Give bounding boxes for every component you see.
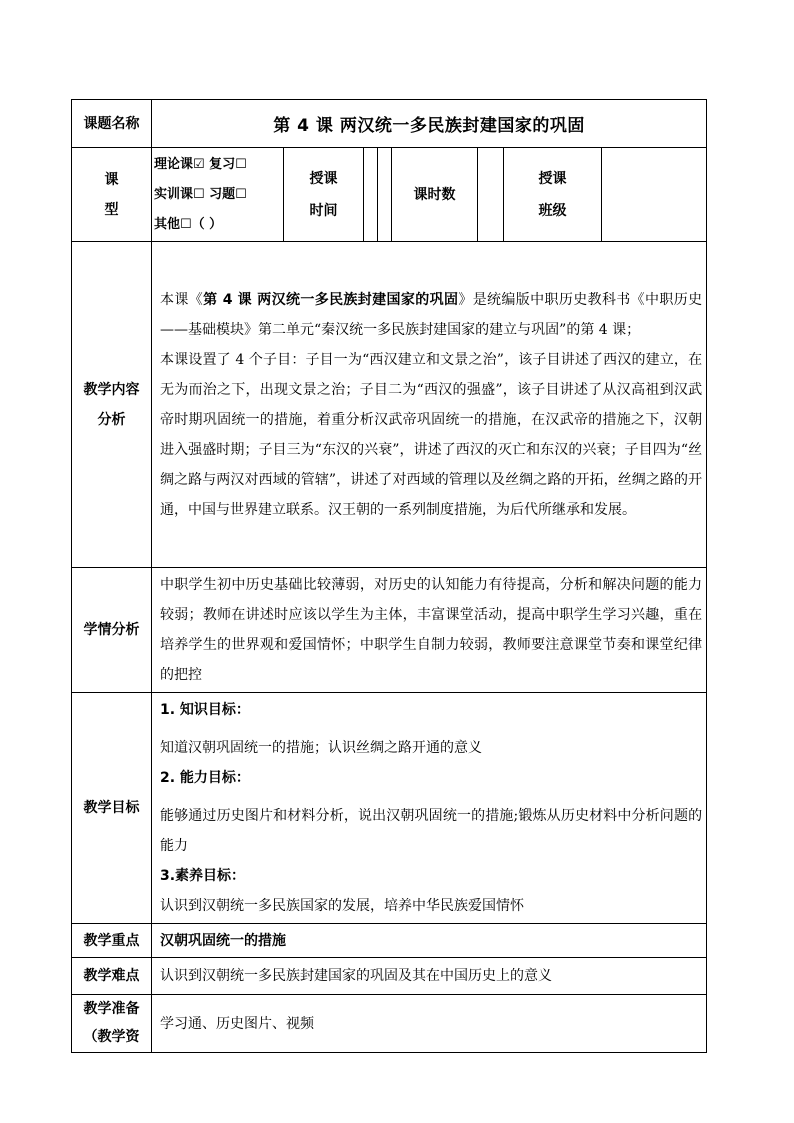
goal3-text: 认识到汉朝统一多民族国家的发展，培养中华民族爱国情怀 [160, 898, 524, 914]
lesson-plan-table [71, 99, 707, 1053]
preparation-text: 学习通、历史图片、视频 [152, 995, 707, 1053]
course-type-row [72, 148, 707, 242]
class-hours-value[interactable] [478, 148, 504, 242]
preparation-label-line1: 教学准备 [83, 1001, 140, 1017]
teaching-class-value[interactable] [602, 148, 707, 242]
course-type-options [152, 148, 284, 242]
course-type-option[interactable]: 实训课☐ 习题☐ [154, 186, 247, 202]
teaching-time-label-line1: 授课 [309, 170, 338, 187]
content-analysis-label-line2: 分析 [97, 411, 126, 428]
course-name-row [72, 100, 707, 148]
teaching-goals-label: 教学目标 [72, 693, 152, 924]
key-points-label: 教学重点 [72, 924, 152, 958]
class-hours-label: 课时数 [392, 148, 478, 242]
teaching-goals-row [72, 693, 707, 924]
content-analysis-para2: 本课设置了 4 个子目：子目一为“西汉建立和文景之治”，该子目讲述了西汉的建立，在无为而治之下，出现文景之治；子目二为“西汉的强盛”，该子目讲述了从汉高祖到汉武帝时期巩固统一的措施，着重分析汉武帝巩固统一的措施，在汉武帝的措施之下，汉朝进入强盛时期；子目三为“东汉的兴衰”，讲述了西汉的灭亡和东汉的兴衰；子目四为“丝绸之路与两汉对西域的管辖”，讲述了对西域的管理以及丝绸之路的开拓，丝绸之路的开通，中国与世界建立联系。汉王朝的一系列制度措施，为后代所继承和发展。 [160, 351, 703, 518]
content-analysis-label-line1: 教学内容 [83, 381, 140, 398]
para1-lesson-title: 第 4 课 两汉统一多民族封建国家的巩固 [203, 291, 459, 308]
difficulties-text: 认识到汉朝统一多民族封建国家的巩固及其在中国历史上的意义 [152, 958, 707, 995]
teaching-class-label-line2: 班级 [538, 202, 567, 219]
goal3-heading: 3.素养目标： [160, 868, 246, 884]
preparation-label [72, 995, 152, 1053]
preparation-label-line2: （教学资 [83, 1029, 140, 1045]
teaching-class-label [504, 148, 602, 242]
preparation-row [72, 995, 707, 1053]
content-analysis-text [152, 242, 707, 568]
course-type-option[interactable]: 理论课☑ 复习☐ [154, 156, 247, 172]
student-analysis-text: 中职学生初中历史基础比较薄弱，对历史的认知能力有待提高，分析和解决问题的能力较弱；教师在讲述时应该以学生为主体，丰富课堂活动，提高中职学生学习兴趣，重在培养学生的世界观和爱国情怀；中职学生自制力较弱，教师要注意课堂节奏和课堂纪律的把控 [152, 568, 707, 693]
key-points-row [72, 924, 707, 958]
para1-suffix: 》是统编版中职历史教科书《中职历史——基础模块》第二单元“秦汉统一多民族封建国家的建立与巩固”的第 4 课； [160, 291, 703, 338]
student-analysis-row [72, 568, 707, 693]
goal1-heading: 1. 知识目标： [160, 702, 250, 718]
teaching-goals-text [152, 693, 707, 924]
course-type-label: 课 型 [72, 148, 152, 242]
teaching-time-label-line2: 时间 [309, 202, 338, 219]
key-points-text: 汉朝巩固统一的措施 [152, 924, 707, 958]
course-title: 第 4 课 两汉统一多民族封建国家的巩固 [152, 100, 707, 148]
teaching-class-label-line1: 授课 [538, 170, 567, 187]
teaching-time-value-extra[interactable] [378, 148, 392, 242]
goal2-text: 能够通过历史图片和材料分析，说出汉朝巩固统一的措施;锻炼从历史材料中分析问题的能力 [160, 808, 703, 854]
teaching-time-label [284, 148, 364, 242]
para1-prefix: 本课《 [160, 291, 204, 308]
course-name-label: 课题名称 [72, 100, 152, 148]
course-type-option[interactable]: 其他☐（ ） [154, 216, 223, 232]
content-analysis-para1 [160, 285, 702, 345]
content-analysis-label [72, 242, 152, 568]
teaching-time-value[interactable] [364, 148, 378, 242]
student-analysis-label: 学情分析 [72, 568, 152, 693]
content-analysis-row [72, 242, 707, 568]
goal2-heading: 2. 能力目标： [160, 770, 250, 786]
goal1-text: 知道汉朝巩固统一的措施；认识丝绸之路开通的意义 [160, 740, 482, 756]
difficulties-label: 教学难点 [72, 958, 152, 995]
difficulties-row [72, 958, 707, 995]
